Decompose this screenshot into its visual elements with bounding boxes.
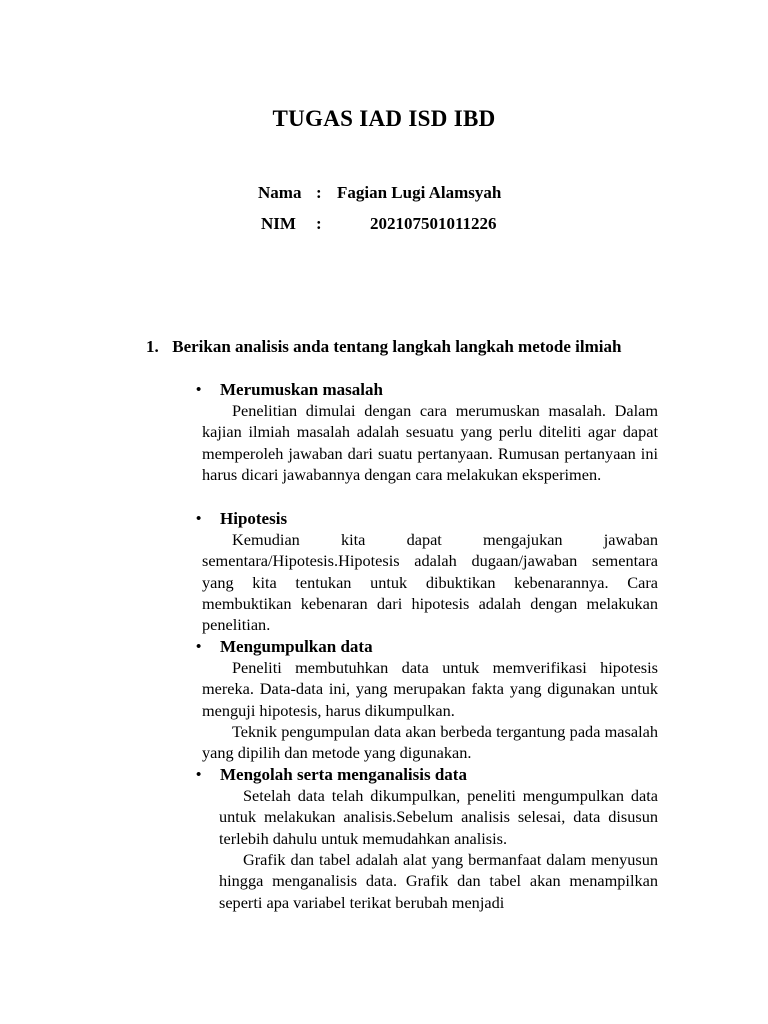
question-heading [146,337,621,357]
section-paragraph: Setelah data telah dikumpulkan, peneliti mengumpulkan data untuk melakukan analisis.Sebelum analisis selesai, data disusun terlebih dahulu untuk memudahkan analisis. [219,786,658,848]
section-heading [196,380,383,400]
nim-label: NIM [261,214,296,233]
bullet-icon: • [196,639,202,655]
bullet-icon: • [196,511,202,527]
question-text: Berikan analisis anda tentang langkah langkah metode ilmiah [172,337,622,356]
section-heading-text: Hipotesis [220,509,288,528]
name-label: Nama [258,183,302,202]
section-heading [196,509,287,529]
section-paragraph: Grafik dan tabel adalah alat yang bermanfaat dalam menyusun hingga menganalisis data. Grafik dan tabel akan menampilkan seperti apa variabel terikat berubah menjadi [219,850,658,912]
question-number: 1. [146,337,159,356]
section-heading [196,637,373,657]
section-paragraph: Kemudian kita dapat mengajukan jawaban sementara/Hipotesis.Hipotesis adalah dugaan/jawaban sementara yang kita tentukan untuk dibuktikan kebenarannya. Cara membuktikan kebenaran dari hipotesis adalah dengan melakukan penelitian. [202,530,658,635]
section-heading [196,765,467,785]
nim-separator: : [316,214,322,233]
section-heading-text: Mengolah serta menganalisis data [220,765,467,784]
section-paragraph: Peneliti membutuhkan data untuk memverifikasi hipotesis mereka. Data-data ini, yang merupakan fakta yang digunakan untuk menguji hipotesis, harus dikumpulkan. [202,658,658,720]
name-value: Fagian Lugi Alamsyah [337,183,502,202]
bullet-icon: • [196,382,202,398]
bullet-icon: • [196,767,202,783]
section-paragraph: Penelitian dimulai dengan cara merumuskan masalah. Dalam kajian ilmiah masalah adalah sesuatu yang perlu diteliti agar dapat memperoleh jawaban dari suatu pertanyaan. Rumusan pertanyaan ini harus dicari jawabannya dengan cara melakukan eksperimen. [202,401,658,484]
nim-value: 202107501011226 [370,214,497,233]
section-heading-text: Mengumpulkan data [220,637,373,656]
name-separator: : [316,183,322,202]
document-title: TUGAS IAD ISD IBD [272,106,496,131]
section-paragraph: Teknik pengumpulan data akan berbeda tergantung pada masalah yang dipilih dan metode yang digunakan. [202,722,658,763]
section-heading-text: Merumuskan masalah [220,380,383,399]
